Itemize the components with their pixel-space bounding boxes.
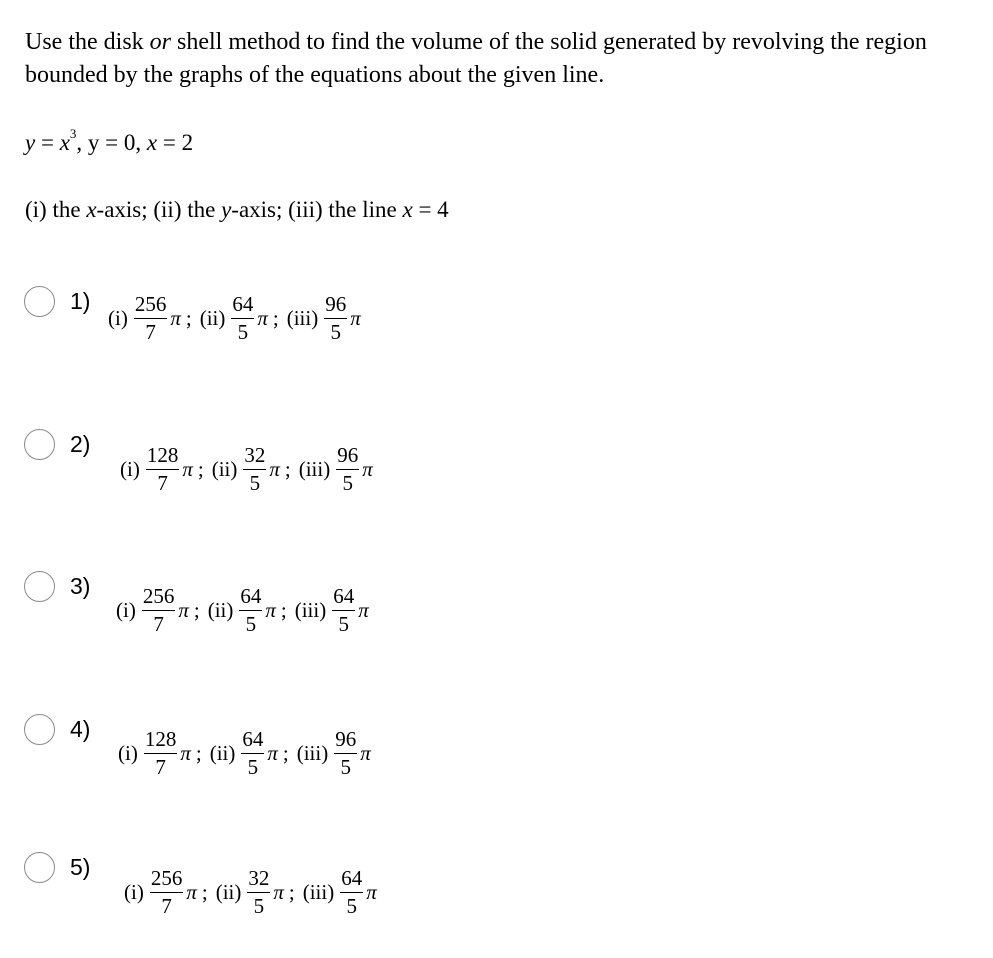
parts-p4: = 4 — [412, 197, 449, 222]
option-number: 1) — [70, 288, 91, 314]
separator: ; — [272, 306, 279, 331]
fraction — [146, 445, 180, 494]
answer-option-1[interactable] — [0, 286, 993, 366]
question-pre: Use the disk — [25, 29, 150, 55]
denominator: 7 — [161, 894, 172, 919]
pi-symbol: π — [265, 598, 276, 623]
fraction — [231, 294, 254, 343]
denominator: 5 — [237, 320, 249, 345]
part-label: (i) — [120, 457, 140, 482]
pi-symbol: π — [186, 880, 197, 905]
denominator: 7 — [153, 612, 164, 637]
fraction — [324, 294, 347, 343]
pi-symbol: π — [273, 880, 284, 905]
parts-p1: (i) the — [25, 197, 87, 222]
eq-exponent: 3 — [69, 126, 77, 141]
fraction — [336, 445, 359, 494]
separator: ; — [284, 457, 291, 482]
part-label: (iii) — [302, 880, 335, 905]
radio-button-4[interactable] — [24, 714, 55, 745]
option-answer — [108, 294, 366, 343]
separator: ; — [195, 741, 202, 766]
pi-symbol: π — [366, 880, 377, 905]
denominator: 7 — [145, 320, 156, 345]
part-label: (iii) — [294, 598, 327, 623]
pi-symbol: π — [178, 598, 189, 623]
part-label: (i) — [108, 306, 128, 331]
fraction — [340, 868, 363, 917]
separator: ; — [185, 306, 192, 331]
numerator: 64 — [232, 292, 254, 316]
axis-parts — [25, 197, 449, 223]
parts-v2: y — [221, 197, 232, 222]
parts-p2: -axis; (ii) the — [96, 197, 222, 222]
numerator: 128 — [144, 727, 177, 751]
pi-symbol: π — [350, 306, 361, 331]
radio-button-3[interactable] — [24, 571, 55, 602]
pi-symbol: π — [269, 457, 280, 482]
radio-button-1[interactable] — [24, 286, 55, 317]
denominator: 5 — [253, 894, 265, 919]
eq-y: y — [25, 130, 36, 155]
separator: ; — [193, 598, 200, 623]
part-label: (ii) — [199, 306, 226, 331]
parts-p3: -axis; (iii) the line — [231, 197, 403, 222]
denominator: 5 — [346, 894, 357, 919]
pi-symbol: π — [362, 457, 373, 482]
numerator: 96 — [325, 292, 347, 316]
denominator: 5 — [330, 320, 341, 345]
option-number: 5) — [70, 854, 91, 880]
pi-symbol: π — [180, 741, 191, 766]
separator: ; — [288, 880, 295, 905]
fraction — [332, 586, 355, 635]
radio-button-5[interactable] — [24, 852, 55, 883]
numerator: 256 — [150, 866, 183, 890]
part-label: (iii) — [298, 457, 331, 482]
pi-symbol: π — [360, 741, 371, 766]
radio-button-2[interactable] — [24, 429, 55, 460]
numerator: 256 — [134, 292, 167, 316]
option-number: 3) — [70, 573, 91, 599]
answer-option-5[interactable] — [0, 852, 993, 932]
option-number: 2) — [70, 431, 91, 457]
part-label: (iii) — [296, 741, 329, 766]
fraction — [150, 868, 184, 917]
option-answer — [118, 729, 376, 778]
numerator: 64 — [341, 866, 363, 890]
answer-option-4[interactable] — [0, 714, 993, 794]
denominator: 5 — [247, 755, 259, 780]
separator: ; — [282, 741, 289, 766]
fraction — [239, 586, 262, 635]
pi-symbol: π — [267, 741, 278, 766]
numerator: 32 — [244, 443, 266, 467]
part-label: (i) — [116, 598, 136, 623]
question-or: or — [149, 29, 171, 55]
option-number: 4) — [70, 716, 91, 742]
equations — [25, 126, 194, 156]
fraction — [241, 729, 264, 778]
parts-v3: x — [402, 197, 413, 222]
fraction — [243, 445, 266, 494]
eq-x: x — [59, 130, 70, 155]
denominator: 5 — [338, 612, 349, 637]
numerator: 96 — [337, 443, 359, 467]
part-label: (i) — [124, 880, 144, 905]
option-answer — [120, 445, 378, 494]
numerator: 128 — [146, 443, 179, 467]
answer-option-3[interactable] — [0, 571, 993, 651]
denominator: 7 — [155, 755, 166, 780]
part-label: (iii) — [286, 306, 319, 331]
fraction — [144, 729, 178, 778]
answer-option-2[interactable] — [0, 429, 993, 509]
part-label: (ii) — [215, 880, 242, 905]
pi-symbol: π — [182, 457, 193, 482]
eq-rest1: , y = 0, — [76, 130, 147, 155]
part-label: (ii) — [209, 741, 236, 766]
eq-rest2: = 2 — [157, 130, 194, 155]
question-post: shell method to find the volume of the solid generated by revolving the region bounded by the graphs of the equations about the given line. — [25, 29, 927, 88]
separator: ; — [280, 598, 287, 623]
part-label: (ii) — [211, 457, 238, 482]
fraction — [142, 586, 176, 635]
part-label: (ii) — [207, 598, 234, 623]
part-label: (i) — [118, 741, 138, 766]
denominator: 5 — [249, 471, 261, 496]
eq-x2: x — [146, 130, 158, 155]
fraction — [134, 294, 168, 343]
option-answer — [116, 586, 374, 635]
numerator: 64 — [242, 727, 264, 751]
denominator: 5 — [245, 612, 257, 637]
pi-symbol: π — [170, 306, 181, 331]
numerator: 64 — [333, 584, 355, 608]
denominator: 5 — [342, 471, 353, 496]
numerator: 96 — [335, 727, 357, 751]
denominator: 5 — [340, 755, 351, 780]
pi-symbol: π — [358, 598, 369, 623]
numerator: 32 — [248, 866, 270, 890]
eq-equals: = — [35, 130, 60, 155]
parts-v1: x — [86, 197, 97, 222]
question-text — [25, 26, 985, 92]
option-answer — [124, 868, 382, 917]
fraction — [247, 868, 270, 917]
denominator: 7 — [157, 471, 168, 496]
numerator: 64 — [240, 584, 262, 608]
separator: ; — [201, 880, 208, 905]
separator: ; — [197, 457, 204, 482]
numerator: 256 — [142, 584, 175, 608]
fraction — [334, 729, 357, 778]
pi-symbol: π — [257, 306, 268, 331]
